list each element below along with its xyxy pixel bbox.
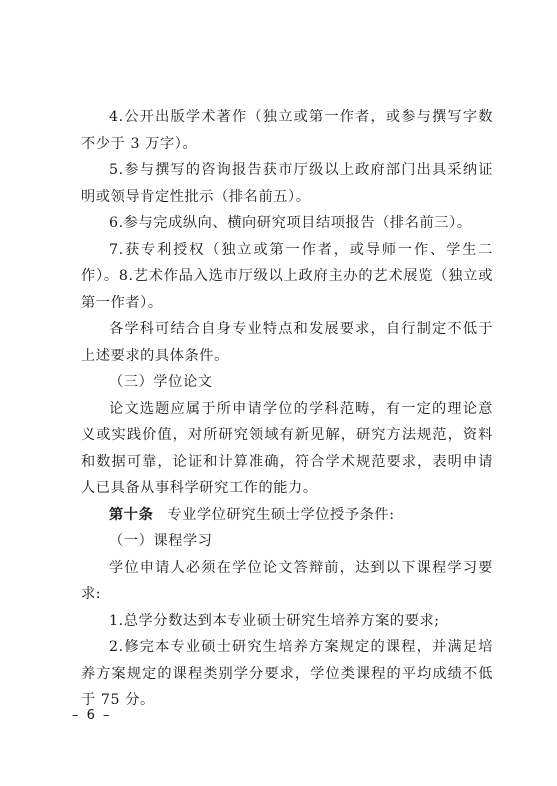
section-heading-coursework: （一）课程学习 bbox=[109, 533, 213, 549]
paragraph-courses-requirement: 2.修完本专业硕士研究生培养方案规定的课程，并满足培养方案规定的课程类别学分要求，学位类课程的平均成绩不低于 75 分。 bbox=[81, 639, 493, 708]
paragraph-item-4: 4.公开出版学术著作（独立或第一作者，或参与撰写字数不少于 3 万字）。 bbox=[81, 109, 493, 152]
article-label: 第十条 bbox=[109, 506, 154, 523]
article-ten bbox=[81, 502, 493, 529]
article-title: 专业学位研究生硕士学位授予条件: bbox=[167, 506, 395, 523]
paragraph-item-5: 5.参与撰写的咨询报告获市厅级以上政府部门出具采纳证明或领导肯定性批示（排名前五）。 bbox=[81, 162, 493, 205]
section-heading-thesis: （三）学位论文 bbox=[109, 374, 213, 390]
page-number: – 6 – bbox=[72, 708, 112, 723]
paragraph-discipline-note: 各学科可结合自身专业特点和发展要求，自行制定不低于上述要求的具体条件。 bbox=[81, 321, 493, 364]
paragraph-coursework-intro: 学位申请人必须在学位论文答辩前，达到以下课程学习要求: bbox=[81, 559, 493, 602]
paragraph-thesis-requirements: 论文选题应属于所申请学位的学科范畴，有一定的理论意义或实践价值，对所研究领域有新见解，研究方法规范，资料和数据可靠，论证和计算准确，符合学术规范要求，表明申请人已具备从事科学研究工作的能力。 bbox=[81, 400, 493, 496]
paragraph-credits-requirement: 1.总学分数达到本专业硕士研究生培养方案的要求; bbox=[109, 612, 440, 629]
document-body bbox=[81, 104, 493, 714]
paragraph-item-6: 6.参与完成纵向、横向研究项目结项报告（排名前三）。 bbox=[109, 215, 472, 231]
paragraph-item-7-8: 7.获专利授权（独立或第一作者，或导师一作、学生二作）。8.艺术作品入选市厅级以上政府主办的艺术展览（独立或第一作者）。 bbox=[81, 241, 493, 311]
